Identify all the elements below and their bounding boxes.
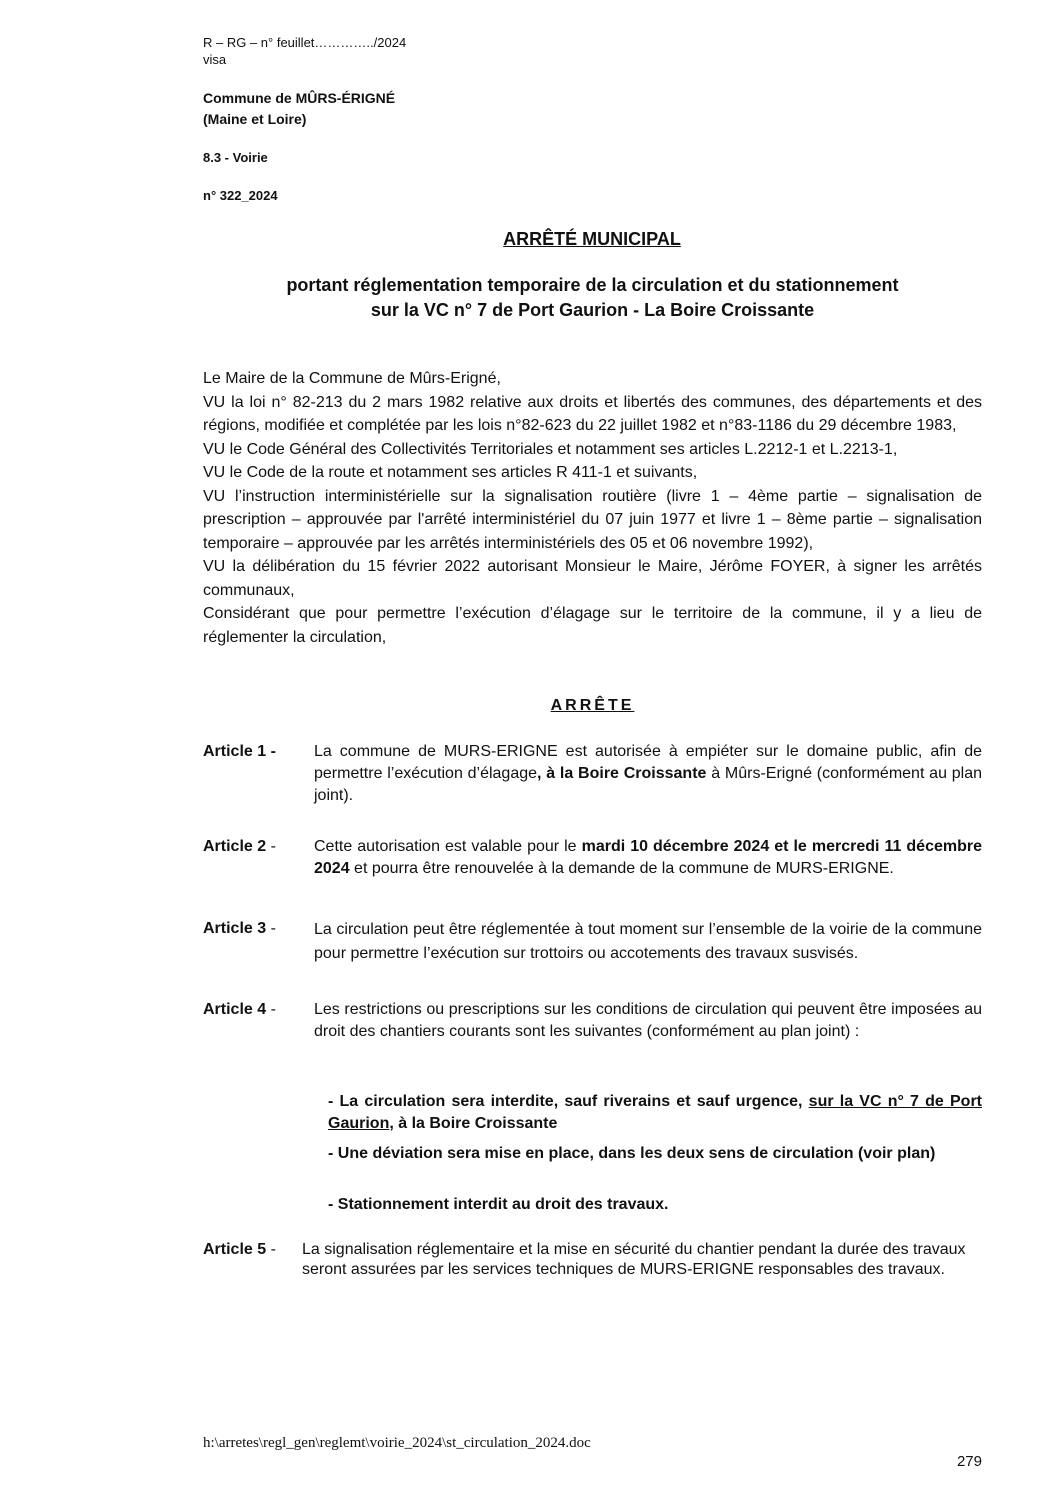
document-title: ARRÊTÉ MUNICIPAL (503, 229, 681, 249)
article-1-label: Article 1 - (203, 743, 276, 760)
article-2-label (203, 836, 276, 858)
header-ref-line: R – RG – n° feuillet…………../2024 (203, 35, 407, 50)
commune-name: Commune de MÛRS-ÉRIGNÉ (203, 90, 396, 106)
article-2-text-bold: mardi 10 décembre 2024 et le mercredi 11 décembre 2024 (314, 838, 982, 877)
article-4-rule-3: - Stationnement interdit au droit des travaux. (328, 1196, 669, 1213)
rule-1-part: - La circulation sera interdite, sauf riverains et sauf urgence, (328, 1093, 809, 1110)
header-visa: visa (203, 52, 227, 67)
article-4-rule-2: - Une déviation sera mise en place, dans les deux sens de circulation (voir plan) (328, 1145, 936, 1162)
category-label: 8.3 - Voirie (203, 150, 268, 165)
article-4-rule-1 (328, 1091, 982, 1135)
document-subtitle-line1: portant réglementation temporaire de la circulation et du stationnement (286, 275, 899, 295)
article-1-text (314, 741, 982, 807)
departement: (Maine et Loire) (203, 111, 307, 127)
preamble-line: VU la loi n° 82-213 du 2 mars 1982 relative aux droits et libertés des communes, des départements et des régions, modifiée et complétée par les lois n°82-623 du 22 juillet 1982 et n°83-1186 du 29 décembre 1983, (203, 393, 982, 434)
rule-1-part: , à la Boire Croissante (389, 1115, 558, 1132)
arrete-number: n° 322_2024 (203, 188, 278, 203)
article-2-text-part: et pourra être renouvelée à la demande de la commune de MURS-ERIGNE. (349, 860, 894, 877)
preamble (203, 367, 982, 649)
arrete-heading: ARRÊTE (550, 697, 635, 714)
article-5-label-suffix: - (266, 1241, 276, 1258)
preamble-line: Le Maire de la Commune de Mûrs-Erigné, (203, 370, 501, 387)
article-4-label-suffix: - (266, 1001, 276, 1018)
article-3-label-text: Article 3 (203, 920, 267, 937)
article-4-text: Les restrictions ou prescriptions sur les conditions de circulation qui peuvent être imposées au droit des chantiers courants sont les suivantes (conformément au plan joint) : (314, 1001, 982, 1040)
rule-1-underlined: sur la VC n° 7 de Port Gaurion (328, 1093, 982, 1132)
footer-file-path: h:\arretes\regl_gen\reglemt\voirie_2024\st_circulation_2024.doc (203, 1435, 591, 1451)
article-3-label-suffix: - (266, 920, 276, 937)
preamble-line: VU le Code Général des Collectivités Territoriales et notamment ses articles L.2212-1 et L.2213-1, (203, 440, 898, 458)
article-5-text: La signalisation réglementaire et la mise en sécurité du chantier pendant la durée des travaux seront assurées par les services techniques de MURS-ERIGNE responsables des travaux. (302, 1241, 966, 1278)
preamble-line: VU la délibération du 15 février 2022 autorisant Monsieur le Maire, Jérôme FOYER, à signer les arrêtés communaux, (203, 558, 982, 599)
article-3-text: La circulation peut être réglementée à tout moment sur l’ensemble de la voirie de la commune pour permettre l’exécution sur trottoirs ou accotements des travaux susvisés. (314, 921, 982, 962)
article-2-text (314, 836, 982, 880)
article-1-text-bold: , à la Boire Croissante (537, 765, 707, 782)
preamble-line: Considérant que pour permettre l’exécution d’élagage sur le territoire de la commune, il y a lieu de réglementer la circulation, (203, 605, 982, 646)
article-5-label (203, 1239, 276, 1261)
article-4-label (203, 999, 276, 1021)
article-2-label-suffix: - (266, 838, 276, 855)
article-2-label-text: Article 2 (203, 838, 267, 855)
page-number: 279 (956, 1453, 982, 1470)
article-1-text-part: à Mûrs-Erigné (conformément au plan joint). (314, 765, 983, 804)
preamble-line: VU le Code de la route et notamment ses articles R 411-1 et suivants, (203, 464, 698, 481)
document-subtitle-line2: sur la VC n° 7 de Port Gaurion - La Boire Croissante (370, 300, 815, 320)
article-3-label (203, 918, 276, 940)
article-5-label-text: Article 5 (203, 1241, 267, 1258)
preamble-line: VU l’instruction interministérielle sur la signalisation routière (livre 1 – 4ème partie – signalisation de prescription – approuvée par l'arrêté interministériel du 07 juin 1977 et livre 1 – 8ème partie – signalisation temporaire – approuvée par les arrêtés interministériels des 05 et 06 novembre 1992), (203, 487, 982, 552)
article-1-text-part: La commune de MURS-ERIGNE est autorisée à empiéter sur le domaine public, afin de permettre l’exécution d’élagage (314, 743, 982, 782)
article-2-text-part: Cette autorisation est valable pour le (314, 838, 582, 855)
article-4-label-text: Article 4 (203, 1001, 267, 1018)
